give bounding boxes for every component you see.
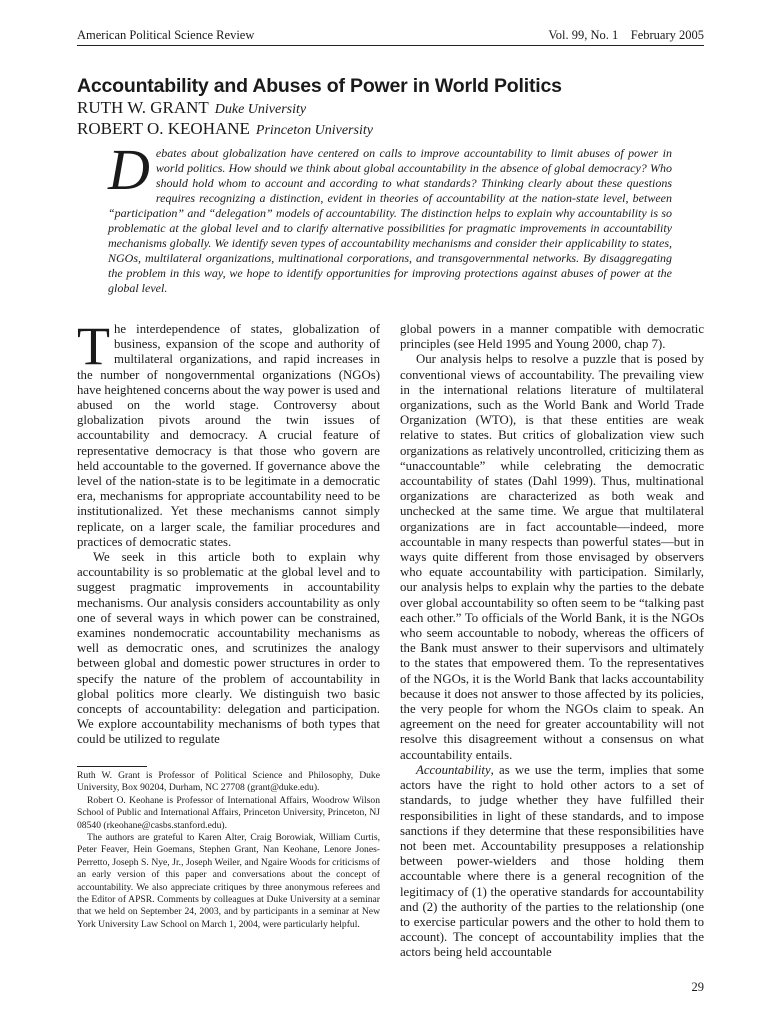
running-head — [77, 27, 704, 43]
abstract-text: ebates about globalization have centered on calls to improve accountability to limit abuses of power in world politics. How should we think about global accountability in the absence of global democracy? Who should hold whom to account and according to what standards? Thinking clearly about these questions requires recognizing a distinction, evident in theories of accountability at the nation-state level, between “participation” and “delegation” models of accountability. The distinction helps to explain why accountability is so problematic at the global level and to clarify alternative possibilities for pragmatic improvements in accountability mechanisms globally. We identify seven types of accountability mechanisms and consider their applicability to states, NGOs, multilateral organizations, multinational corporations, and transgovernmental networks. By disaggregating the problem in this way, we hope to identify opportunities for improving protections against abuses of power at the global level. — [108, 146, 672, 295]
journal-name: American Political Science Review — [77, 28, 255, 42]
article-title: Accountability and Abuses of Power in World Politics — [77, 75, 562, 97]
paragraph: Our analysis helps to resolve a puzzle that is posed by conventional views of accountability. The prevailing view in the international relations literature of multilateral organizations, such as the World Bank and World Trade Organization (WTO), is that these entities are weak relative to states. But critics of globalization view such organizations as relatively uncontrolled, criticizing them as “unaccountable” while celebrating the democratic accountability of states (Dahl 1999). Thus, multinational organizations are characterized as both weak and unchecked at the same time. We argue that multilateral organizations are in fact accountable—indeed, more accountable in many respects than powerful states—but in ways quite different from those envisaged by observers who equate accountability with participation. Similarly, our analysis helps to explain why the parties to the debate over global accountability so often seem to be “talking past each other.” To officials of the World Bank, it is the NGOs who seem accountable to nobody, whereas the officers of the Bank must answer to their supervisors and ultimately to the states that empowered them. To the representatives of the NGOs, it is the World Bank that lacks accountability because it does not answer to those affected by its policies, the very people for whom the NGOs claim to speak. An agreement on the need for greater accountability will not resolve this disagreement without a consensus on what accountability entails. — [400, 352, 704, 762]
author-name: RUTH W. GRANT — [77, 98, 209, 117]
abstract — [108, 137, 672, 296]
body-column-right — [400, 322, 704, 961]
paragraph-text: he interdependence of states, globalization of business, expansion of the scope and authority of multilateral organizations, and rapid increases in the number of nongovernmental organizations (NGOs) have heightened concerns about the way power is used and abused on the world stage. Controversy about globalization pivots around the twin issues of accountability and democracy. A crucial feature of representative democracy is that those who govern are held accountable to the governed. If governance above the level of the nation-state is to be legitimate in a democratic era, mechanisms for appropriate accountability need to be institutionalized. Yet these mechanisms cannot simply replicate, on a larger scale, the familiar procedures and practices of democratic states. — [77, 322, 380, 549]
paragraph: We seek in this article both to explain why accountability is so problematic at the global level and to suggest pragmatic improvements in accountability mechanisms. Our analysis considers accountability as only one of several ways in which power can be constrained, examines nondemocratic accountability mechanisms as well as democratic ones, and scrutinizes the analogy between global and domestic power structures in order to specify the nature of the problem of accountability in global politics more clearly. We distinguish two basic concepts of accountability: delegation and participation. We explore accountability mechanisms of both types that could be utilized to regulate — [77, 550, 380, 747]
footnote-rule — [77, 766, 147, 767]
paragraph — [400, 763, 704, 961]
page-number: 29 — [691, 980, 704, 994]
author-affiliation: Duke University — [214, 102, 307, 117]
author-name: ROBERT O. KEOHANE — [77, 119, 250, 138]
abstract-dropcap: D — [108, 137, 150, 202]
author-affiliation: Princeton University — [255, 123, 373, 138]
footnote-acknowledgments: The authors are grateful to Karen Alter, Craig Borowiak, William Curtis, Peter Feaver, Hein Goemans, Stephen Grant, Nan Keohane, Lenore Jones-Perretto, Joseph S. Nye, Jr., Joseph Weiler, and Ngaire Woods for criticisms of an early version of this paper and conversations about the concept of accountability. We also appreciate critiques by three anonymous referees and the Editor of APSR. Comments by colleagues at Duke University at a seminar that we held on September 24, 2003, and by participants in a seminar at New York University Law School on March 1, 2004, were particularly helpful. — [77, 832, 380, 930]
footnotes — [77, 770, 380, 931]
footnote-author-1: Ruth W. Grant is Professor of Political Science and Philosophy, Duke University, Box 90204, Durham, NC 27708 (grant@duke.edu). — [77, 770, 380, 794]
author-1 — [77, 98, 704, 119]
emphasis-term: Accountability — [416, 762, 491, 777]
author-list — [77, 98, 704, 140]
paragraph — [77, 316, 380, 550]
body-column-left — [77, 316, 380, 748]
issue-info: Vol. 99, No. 1 February 2005 — [548, 28, 704, 42]
paragraph: global powers in a manner compatible with democratic principles (see Held 1995 and Young 2000, chap 7). — [400, 322, 704, 352]
header-rule — [77, 45, 704, 46]
body-dropcap: T — [77, 316, 110, 376]
paragraph-text: , as we use the term, implies that some actors have the right to hold other actors to a set of standards, to judge whether they have fulfilled their responsibilities in light of these standards, and to impose sanctions if they determine that these responsibilities have not been met. Accountability presupposes a relationship between power-wielders and those holding them accountable where there is a general recognition of the legitimacy of (1) the operative standards for accountability and (2) the authority of the parties to the relationship (one to exercise particular powers and the other to hold them to account). The concept of accountability implies that the actors being held accountable — [400, 762, 704, 960]
footnote-author-2: Robert O. Keohane is Professor of International Affairs, Woodrow Wilson School of Public and International Affairs, Princeton University, Princeton, NJ 08540 (rkeohane@casbs.stanford.edu). — [77, 794, 380, 831]
author-2 — [77, 119, 704, 140]
